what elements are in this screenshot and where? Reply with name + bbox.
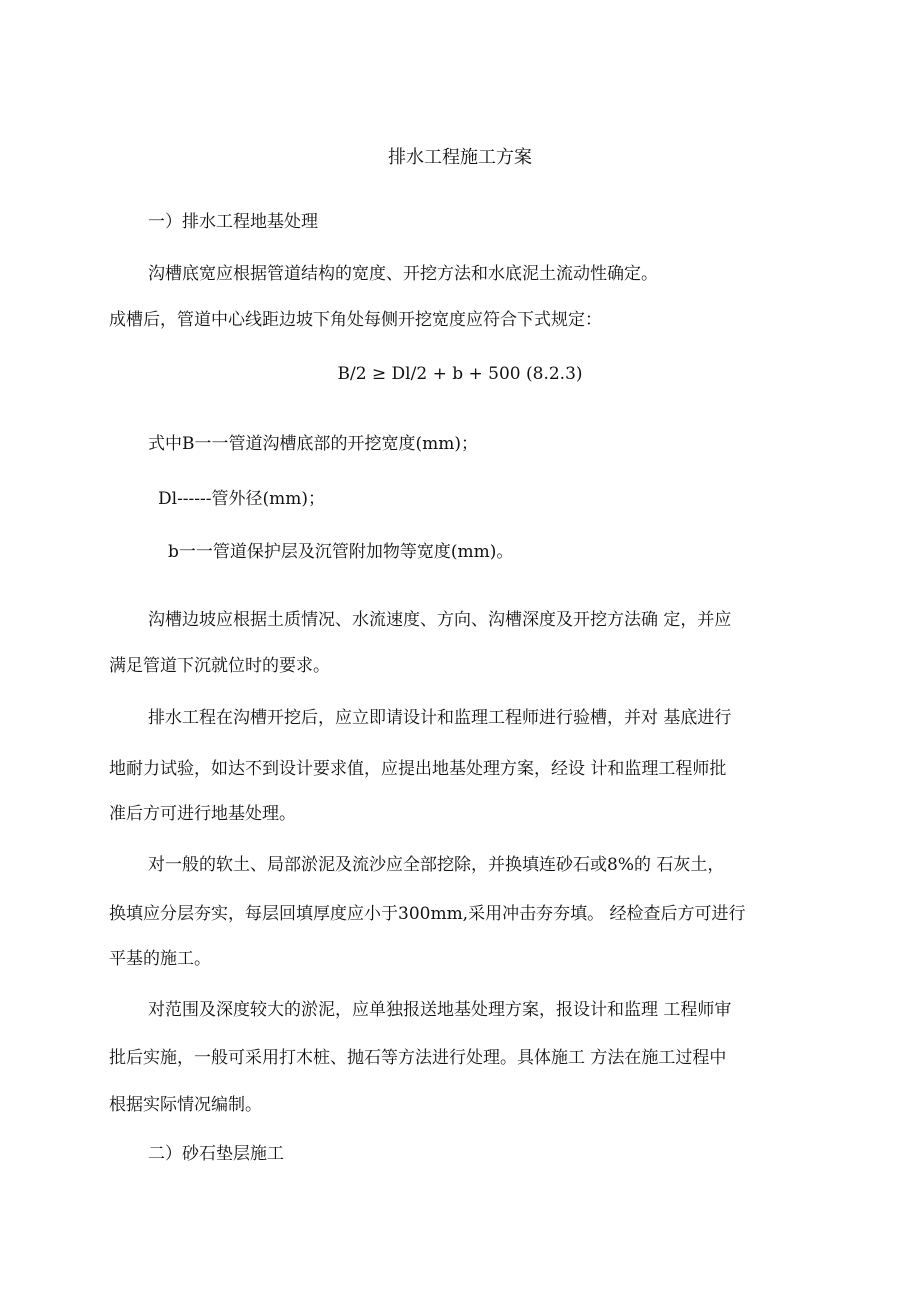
paragraph-2-line-1: 沟槽边坡应根据土质情况、水流速度、方向、沟槽深度及开挖方法确 定，并应 xyxy=(148,610,732,630)
paragraph-1-line-1: 沟槽底宽应根据管道结构的宽度、开挖方法和水底泥土流动性确定。 xyxy=(148,264,658,284)
paragraph-3-line-1: 排水工程在沟槽开挖后，应立即请设计和监理工程师进行验槽，并对 基底进行 xyxy=(148,708,732,728)
paragraph-4-line-3: 平基的施工。 xyxy=(109,949,211,969)
paragraph-3-line-2: 地耐力试验，如达不到设计要求值，应提出地基处理方案，经设 计和监理工程师批 xyxy=(109,759,727,779)
formula: B/2 ≥ Dl/2 + b + 500 (8.2.3) xyxy=(337,364,583,384)
document-title: 排水工程施工方案 xyxy=(388,147,532,168)
paragraph-1-line-2: 成槽后，管道中心线距边坡下角处每侧开挖宽度应符合下式规定： xyxy=(109,310,602,330)
section-heading-2: 二）砂石垫层施工 xyxy=(148,1144,284,1164)
paragraph-5-line-1: 对范围及深度较大的淤泥，应单独报送地基处理方案，报设计和监理 工程师审 xyxy=(148,1000,732,1020)
paragraph-5-line-3: 根据实际情况编制。 xyxy=(109,1095,262,1115)
definition-small-b: b一一管道保护层及沉管附加物等宽度(mm)。 xyxy=(168,542,514,562)
section-heading-1: 一）排水工程地基处理 xyxy=(148,212,318,232)
definition-dl: Dl------管外径(mm)； xyxy=(158,489,326,509)
paragraph-4-line-2: 换填应分层夯实，每层回填厚度应小于300mm,采用冲击夯夯填。 经检查后方可进行 xyxy=(109,904,746,924)
paragraph-3-line-3: 准后方可进行地基处理。 xyxy=(109,804,296,824)
paragraph-5-line-2: 批后实施，一般可采用打木桩、抛石等方法进行处理。具体施工 方法在施工过程中 xyxy=(109,1048,727,1068)
paragraph-4-line-1: 对一般的软土、局部淤泥及流沙应全部挖除，并换填连砂石或8%的 石灰土， xyxy=(148,855,725,875)
paragraph-2-line-2: 满足管道下沉就位时的要求。 xyxy=(109,656,330,676)
definition-b: 式中B一一管道沟槽底部的开挖宽度(mm)； xyxy=(148,434,478,454)
